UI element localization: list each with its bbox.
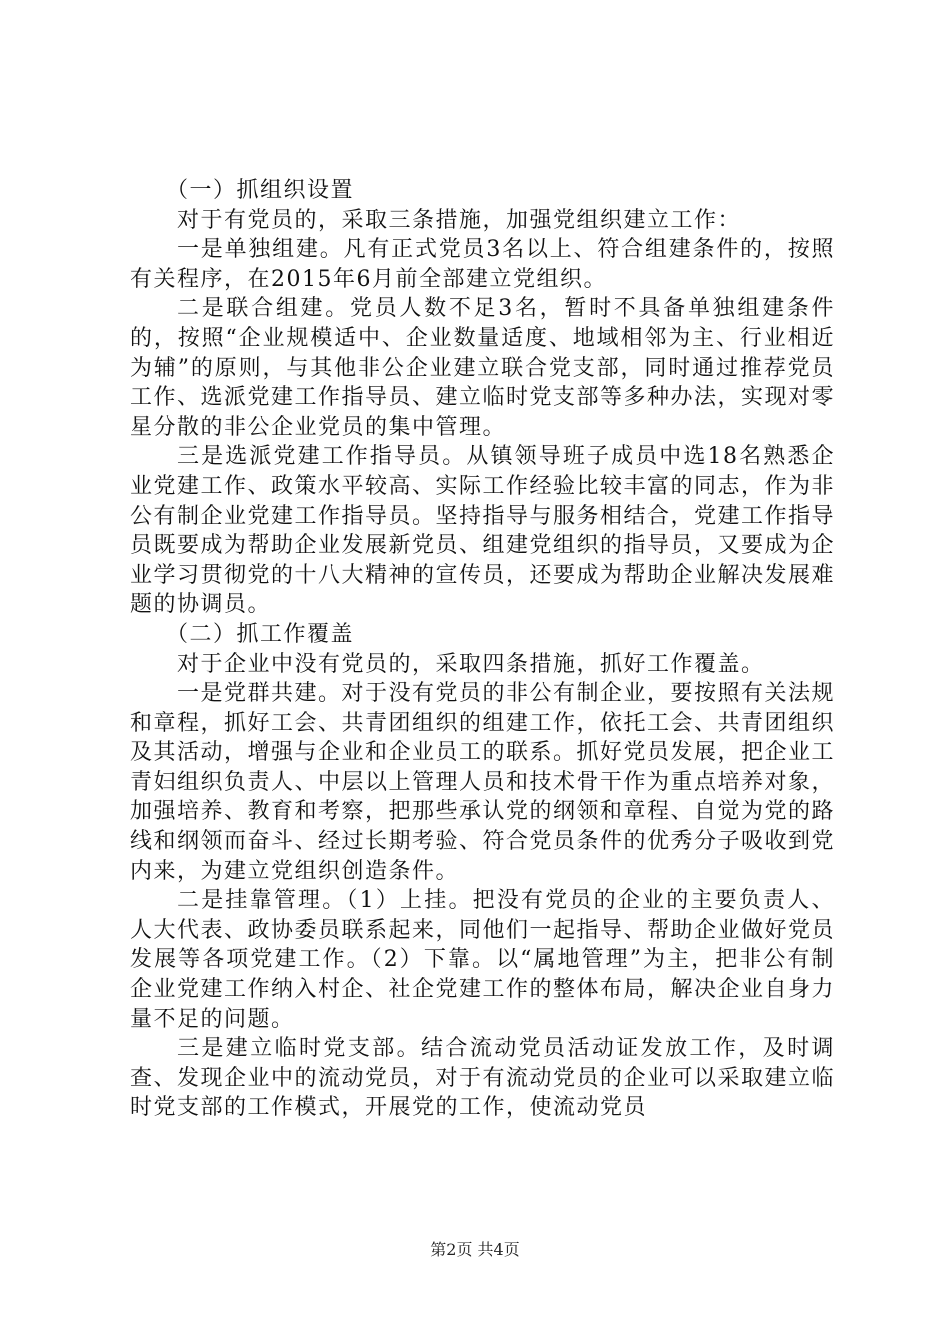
- page-number: 第2页 共4页: [430, 1240, 520, 1259]
- paragraph: 三是建立临时党支部。结合流动党员活动证发放工作，及时调查、发现企业中的流动党员，对于有流动党员的企业可以采取建立临时党支部的工作模式，开展党的工作，使流动党员: [130, 1036, 836, 1121]
- paragraph: 一是单独组建。凡有正式党员3名以上、符合组建条件的，按照有关程序，在2015年6月前全部建立党组织。: [130, 237, 835, 292]
- paragraph: 二是挂靠管理。（1）上挂。把没有党员的企业的主要负责人、人大代表、政协委员联系起来，同他们一起指导、帮助企业做好党员发展等各项党建工作。（2）下靠。以“属地管理”为主，把非公有制企业党建工作纳入村企、社企党建工作的整体布局，解决企业自身力量不足的问题。: [130, 888, 836, 1032]
- paragraph: 二是联合组建。党员人数不足3名，暂时不具备单独组建条件的，按照“企业规模适中、企业数量适度、地域相邻为主、行业相近为辅”的原则，与其他非公企业建立联合党支部，同时通过推荐党员工作、选派党建工作指导员、建立临时党支部等多种办法，实现对零星分散的非公企业党员的集中管理。: [130, 296, 836, 440]
- paragraph: 一是党群共建。对于没有党员的非公有制企业，要按照有关法规和章程，抓好工会、共青团组织的组建工作，依托工会、共青团组织及其活动，增强与企业和企业员工的联系。抓好党员发展，把企业工青妇组织负责人、中层以上管理人员和技术骨干作为重点培养对象，加强培养、教育和考察，把那些承认党的纲领和章程、自觉为党的路线和纲领而奋斗、经过长期考验、符合党员条件的优秀分子吸收到党内来，为建立党组织创造条件。: [130, 681, 836, 884]
- paragraph: 三是选派党建工作指导员。从镇领导班子成员中选18名熟悉企业党建工作、政策水平较高、实际工作经验比较丰富的同志，作为非公有制企业党建工作指导员。坚持指导与服务相结合，党建工作指导员既要成为帮助企业发展新党员、组建党组织的指导员，又要成为企业学习贯彻党的十八大精神的宣传员，还要成为帮助企业解决发展难题的协调员。: [130, 444, 836, 618]
- paragraph: 对于有党员的，采取三条措施，加强党组织建立工作：: [177, 207, 742, 233]
- paragraph: 对于企业中没有党员的，采取四条措施，抓好工作覆盖。: [177, 651, 765, 677]
- page-footer: [0, 1240, 950, 1260]
- section-heading-2: （二）抓工作覆盖: [166, 621, 355, 647]
- section-heading-1: （一）抓组织设置: [166, 178, 355, 203]
- document-body: [130, 176, 835, 1123]
